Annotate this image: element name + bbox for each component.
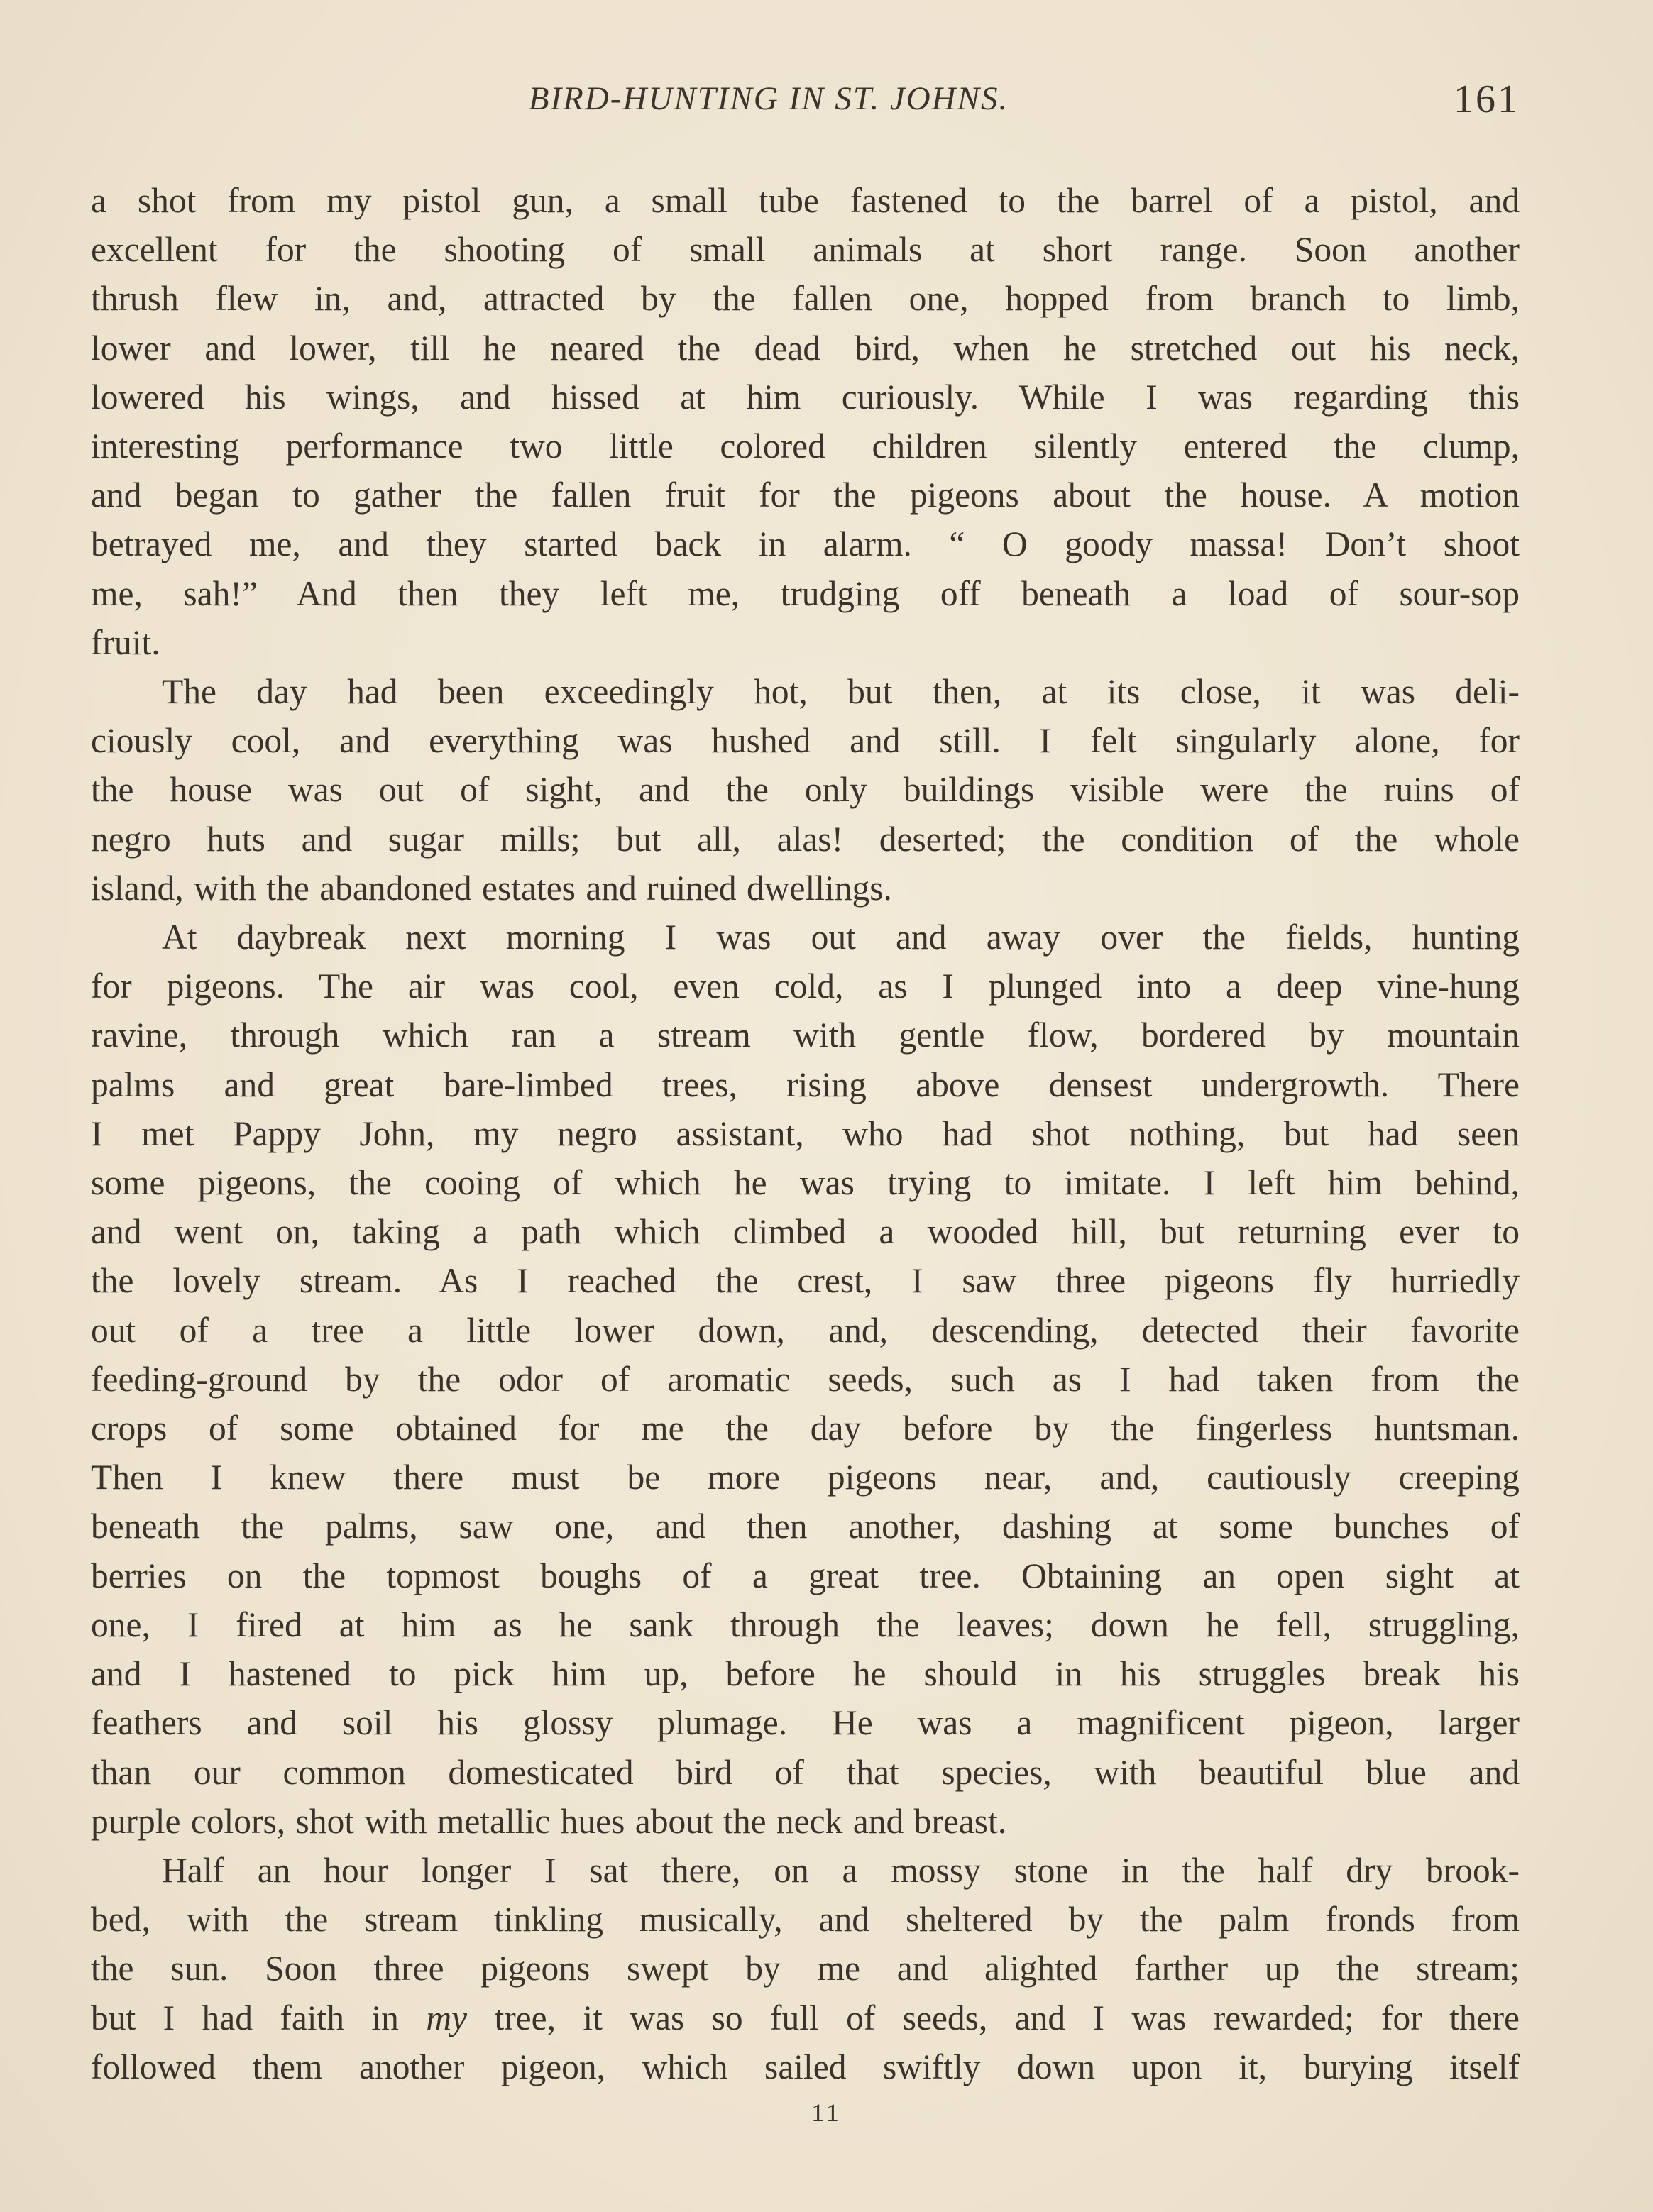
text-line: lower and lower, till he neared the dead bird, when he stretched out his neck, — [91, 328, 1520, 368]
text-line: one, I fired at him as he sank through the leaves; down he fell, struggling, — [91, 1605, 1520, 1644]
text-line: followed them another pigeon, which sailed swiftly down upon it, burying itself — [91, 2047, 1520, 2086]
text-line: Half an hour longer I sat there, on a mossy stone in the half dry brook- — [162, 1850, 1520, 1890]
text-line: excellent for the shooting of small animals at short range. Soon another — [91, 230, 1520, 270]
paragraph-3 — [91, 913, 1520, 1846]
text-line: beneath the palms, saw one, and then another, dashing at some bunches of — [91, 1507, 1520, 1546]
text-line: and began to gather the fallen fruit for the pigeons about the house. A motion — [91, 475, 1520, 515]
text-line: bed, with the stream tinkling musically, and sheltered by the palm fronds from — [91, 1900, 1520, 1939]
text-line: ciously cool, and everything was hushed and still. I felt singularly alone, for — [91, 721, 1520, 761]
text-line: I met Pappy John, my negro assistant, who had shot nothing, but had seen — [91, 1113, 1520, 1153]
text-line: the lovely stream. As I reached the crest, I saw three pigeons fly hurriedly — [91, 1261, 1520, 1301]
text-line: interesting performance two little colored children silently entered the clump, — [91, 427, 1520, 466]
text-line: feathers and soil his glossy plumage. He was a magnificent pigeon, larger — [91, 1703, 1520, 1743]
signature-mark: 11 — [811, 2098, 842, 2127]
text-line: a shot from my pistol gun, a small tube fastened to the barrel of a pistol, and — [91, 181, 1520, 220]
text-line: palms and great bare-limbed trees, rising above densest undergrowth. There — [91, 1064, 1520, 1104]
text-line: feeding-ground by the odor of aromatic seeds, such as I had taken from the — [91, 1359, 1520, 1399]
text-line: and went on, taking a path which climbed a wooded hill, but returning ever to — [91, 1212, 1520, 1252]
text-segment: tree, it was so full of seeds, and I was rewarded; for there — [494, 1998, 1520, 2037]
paragraph-4 — [91, 1846, 1520, 2091]
text-line: crops of some obtained for me the day before by the fingerless huntsman. — [91, 1409, 1520, 1448]
text-line-with-italic — [91, 1993, 1520, 2042]
text-line: some pigeons, the cooing of which he was trying to imitate. I left him behind, — [91, 1163, 1520, 1203]
text-line: betrayed me, and they started back in alarm. “ O goody massa! Don’t shoot — [91, 524, 1520, 564]
text-line: out of a tree a little lower down, and, descending, detected their favorite — [91, 1310, 1520, 1350]
text-line: than our common domesticated bird of that species, with beautiful blue and — [91, 1752, 1520, 1792]
text-line: for pigeons. The air was cool, even cold, as I plunged into a deep vine-hung — [91, 967, 1520, 1006]
text-line: the house was out of sight, and the only buildings visible were the ruins of — [91, 770, 1520, 810]
running-title: BIRD-HUNTING IN ST. JOHNS. — [528, 80, 1009, 117]
text-segment: but I had faith in — [91, 1998, 399, 2037]
text-line: thrush flew in, and, attracted by the fallen one, hopped from branch to limb, — [91, 279, 1520, 319]
text-line: the sun. Soon three pigeons swept by me and alighted farther up the stream; — [91, 1949, 1520, 1988]
text-line: and I hastened to pick him up, before he should in his struggles break his — [91, 1654, 1520, 1694]
body-text — [91, 176, 1520, 2091]
page-number: 161 — [1454, 77, 1520, 121]
running-head — [91, 79, 1520, 129]
paragraph-2 — [91, 667, 1520, 913]
text-line: lowered his wings, and hissed at him curiously. While I was regarding this — [91, 377, 1520, 417]
paragraph-1 — [91, 176, 1520, 667]
text-line: purple colors, shot with metallic hues about the neck and breast. — [91, 1801, 1007, 1841]
text-line: ravine, through which ran a stream with gentle flow, bordered by mountain — [91, 1016, 1520, 1055]
text-line: fruit. — [91, 622, 160, 662]
text-line: berries on the topmost boughs of a great tree. Obtaining an open sight at — [91, 1556, 1520, 1595]
text-line: island, with the abandoned estates and ruined dwellings. — [91, 868, 892, 908]
text-line: The day had been exceedingly hot, but then, at its close, it was deli- — [162, 672, 1520, 712]
italic-word: my — [426, 1998, 468, 2037]
text-line: negro huts and sugar mills; but all, alas! deserted; the condition of the whole — [91, 819, 1520, 859]
text-line: me, sah!” And then they left me, trudging off beneath a load of sour-sop — [91, 573, 1520, 613]
text-line: Then I knew there must be more pigeons near, and, cautiously creeping — [91, 1458, 1520, 1497]
text-line: At daybreak next morning I was out and away over the fields, hunting — [162, 918, 1520, 957]
